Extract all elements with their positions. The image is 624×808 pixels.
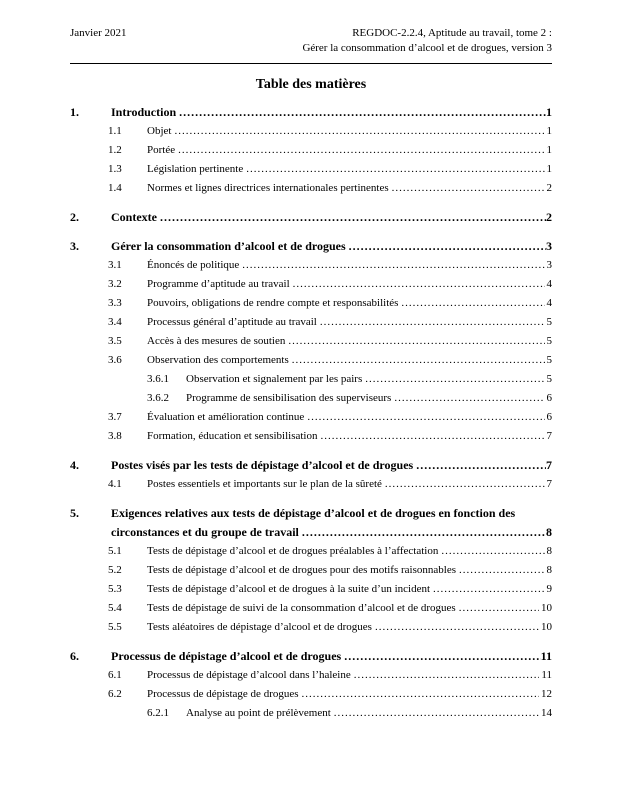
page-number: 7: [546, 458, 552, 472]
toc-entry-1.4[interactable]: [70, 179, 552, 198]
page-number: 7: [546, 430, 552, 442]
toc-entry-title: Évaluation et amélioration continue: [147, 411, 305, 423]
toc-entry-number: 3.7: [108, 411, 122, 423]
toc-entry-title: Programme de sensibilisation des superviseurs: [186, 392, 392, 404]
toc-entry-number: 2.: [70, 210, 79, 224]
toc-entry-number: 4.: [70, 458, 79, 472]
page-number: 8: [546, 564, 552, 576]
toc-entry-number: 5.5: [108, 621, 122, 633]
toc-entry-1.2[interactable]: [70, 141, 552, 160]
toc-entry-number: 3.1: [108, 259, 122, 271]
toc-entry-1[interactable]: [70, 103, 552, 122]
page-number: 5: [546, 373, 552, 385]
toc-entry-3.4[interactable]: [70, 313, 552, 332]
toc-entry-5.3[interactable]: [70, 580, 552, 599]
page-number: 5: [546, 316, 552, 328]
toc-entry-number: 6.: [70, 649, 79, 663]
dot-leader: [302, 685, 539, 704]
toc-entry-number: 3.6.1: [147, 373, 169, 385]
toc-entry-number: 1.: [70, 105, 79, 119]
toc-entry-3.8[interactable]: [70, 427, 552, 446]
toc-entry-title: Contexte: [111, 210, 157, 224]
toc-entry-4[interactable]: [70, 456, 552, 475]
page-number: 1: [546, 144, 552, 156]
toc-entry-number: 6.1: [108, 669, 122, 681]
toc-entry-5[interactable]: [70, 504, 552, 523]
dot-leader: [459, 561, 545, 580]
toc-entry-title: Énoncés de politique: [147, 259, 240, 271]
toc-entry-2[interactable]: [70, 208, 552, 227]
page-number: 4: [546, 278, 552, 290]
toc-entry-number: 3.8: [108, 430, 122, 442]
toc-entry-3.6.2[interactable]: [70, 389, 552, 408]
page-number: 10: [541, 621, 552, 633]
dot-leader: [292, 351, 545, 370]
dot-leader: [242, 256, 544, 275]
toc-entry-title: Analyse au point de prélèvement: [186, 707, 331, 719]
toc-entry-title: Portée: [147, 144, 176, 156]
dot-leader: [354, 666, 540, 685]
toc-entry-3.6.1[interactable]: [70, 370, 552, 389]
toc-entry-title: Processus de dépistage d’alcool et de drogues: [111, 649, 342, 663]
header-doc-reference: [302, 26, 552, 56]
toc-entry-number: 5.: [70, 506, 79, 520]
dot-leader: [246, 160, 544, 179]
page-number: 1: [546, 105, 552, 119]
toc-entry-number: 3.6: [108, 354, 122, 366]
page-number: 2: [546, 210, 552, 224]
toc-entry-5.4[interactable]: [70, 599, 552, 618]
dot-leader: [416, 456, 546, 475]
dot-leader: [293, 275, 545, 294]
toc-entry-number: 1.2: [108, 144, 122, 156]
toc-entry-3[interactable]: [70, 237, 552, 256]
page-number: 3: [546, 239, 552, 253]
toc-entry-number: 3.3: [108, 297, 122, 309]
toc-entry-title: Tests de dépistage de suivi de la consommation d’alcool et de drogues: [147, 602, 456, 614]
toc-entry-title: Postes essentiels et importants sur le plan de la sûreté: [147, 478, 382, 490]
toc-entry-number: 5.1: [108, 545, 122, 557]
toc-entry-title: Observation et signalement par les pairs: [186, 373, 363, 385]
toc-entry-3.5[interactable]: [70, 332, 552, 351]
toc-entry-3.6[interactable]: [70, 351, 552, 370]
page-number: 11: [541, 669, 552, 681]
page-number: 9: [546, 583, 552, 595]
page-number: 3: [546, 259, 552, 271]
dot-leader: [320, 427, 544, 446]
toc-entry-1.3[interactable]: [70, 160, 552, 179]
toc-entry-number: 3.6.2: [147, 392, 169, 404]
dot-leader: [385, 475, 545, 494]
toc-entry-3.3[interactable]: [70, 294, 552, 313]
toc-entry-title: Accès à des mesures de soutien: [147, 335, 286, 347]
toc-entry-number: 5.2: [108, 564, 122, 576]
toc-entry-title-line2: circonstances et du groupe de travail: [111, 525, 299, 539]
page-title: Table des matières: [255, 77, 367, 92]
header-doc-line2: Gérer la consommation d’alcool et de drogues, version 3: [302, 42, 552, 54]
header-date: Janvier 2021: [70, 27, 127, 39]
dot-leader: [365, 370, 544, 389]
page-number: 1: [546, 163, 552, 175]
toc-entry-title: Pouvoirs, obligations de rendre compte et responsabilités: [147, 297, 399, 309]
dot-leader: [459, 599, 539, 618]
toc-entry-title: Législation pertinente: [147, 163, 244, 175]
toc-entry-title: Exigences relatives aux tests de dépistage d’alcool et de drogues en fonction des: [111, 506, 516, 520]
toc-entry-5.5[interactable]: [70, 618, 552, 637]
toc-entry-title: Processus de dépistage d’alcool dans l’haleine: [147, 669, 351, 681]
toc-entry-title: Processus de dépistage de drogues: [147, 688, 299, 700]
dot-leader: [334, 704, 539, 723]
toc-entry-number: 1.1: [108, 125, 122, 137]
dot-leader: [160, 208, 546, 227]
page-number: 6: [546, 392, 552, 404]
page-number: 5: [546, 335, 552, 347]
toc-entry-title: Processus général d’aptitude au travail: [147, 316, 317, 328]
toc-entry-title: Tests de dépistage d’alcool et de drogues préalables à l’affectation: [147, 545, 439, 557]
toc-entry-5.1[interactable]: [70, 542, 552, 561]
header-doc-line1: REGDOC-2.2.4, Aptitude au travail, tome 2 :: [352, 27, 552, 39]
dot-leader: [394, 389, 544, 408]
toc-entry-5.2[interactable]: [70, 561, 552, 580]
page-number: 14: [541, 707, 552, 719]
toc-entry-number: 1.3: [108, 163, 122, 175]
page-number: 10: [541, 602, 552, 614]
toc-entry-4.1[interactable]: [70, 475, 552, 494]
dot-leader: [288, 332, 544, 351]
toc-entry-number: 3.2: [108, 278, 122, 290]
toc-entry-title: Postes visés par les tests de dépistage d’alcool et de drogues: [111, 458, 414, 472]
toc-entry-6.2[interactable]: [70, 685, 552, 704]
toc-entry-number: 6.2.1: [147, 707, 169, 719]
toc-entry-title: Objet: [147, 125, 172, 137]
page-number: 5: [546, 354, 552, 366]
toc-entry-title: Formation, éducation et sensibilisation: [147, 430, 318, 442]
dot-leader: [401, 294, 544, 313]
dot-leader: [441, 542, 544, 561]
toc-entry-6.2.1[interactable]: [70, 704, 552, 723]
toc-entry-title: Tests aléatoires de dépistage d’alcool et de drogues: [147, 621, 372, 633]
page-number: 4: [546, 297, 552, 309]
toc-entry-5-line2[interactable]: [70, 523, 552, 542]
page-number: 2: [546, 182, 552, 194]
toc-entry-number: 3.4: [108, 316, 122, 328]
dot-leader: [307, 408, 544, 427]
toc-entry-title: Observation des comportements: [147, 354, 289, 366]
toc-entry-number: 6.2: [108, 688, 122, 700]
toc-entry-number: 1.4: [108, 182, 122, 194]
page-number: 8: [546, 545, 552, 557]
dot-leader: [179, 103, 546, 122]
dot-leader: [433, 580, 544, 599]
dot-leader: [174, 122, 544, 141]
dot-leader: [320, 313, 545, 332]
dot-leader: [392, 179, 545, 198]
toc-entry-title: Introduction: [111, 105, 177, 119]
toc-entry-number: 4.1: [108, 478, 122, 490]
page-number: 7: [546, 478, 552, 490]
toc-entry-title: Tests de dépistage d’alcool et de drogues à la suite d’un incident: [147, 583, 431, 595]
page-number: 12: [541, 688, 552, 700]
toc-entry-title: Normes et lignes directrices internationales pertinentes: [147, 182, 389, 194]
toc-entry-title: Tests de dépistage d’alcool et de drogues pour des motifs raisonnables: [147, 564, 456, 576]
toc-entry-title: Gérer la consommation d’alcool et de drogues: [111, 239, 346, 253]
toc-entry-1.1[interactable]: [70, 122, 552, 141]
dot-leader: [349, 237, 546, 256]
toc-entry-title: Programme d’aptitude au travail: [147, 278, 290, 290]
toc-entry-number: 3.: [70, 239, 79, 253]
toc-entry-number: 5.3: [108, 583, 122, 595]
toc-entry-3.7[interactable]: [70, 408, 552, 427]
page-number: 11: [540, 649, 552, 663]
toc-entry-6[interactable]: [70, 647, 552, 666]
dot-leader: [178, 141, 544, 160]
page-number: 8: [546, 525, 552, 539]
toc-entry-3.1[interactable]: [70, 256, 552, 275]
toc: [70, 103, 552, 723]
dot-leader: [375, 618, 539, 637]
page-number: 1: [546, 125, 552, 137]
dot-leader: [344, 647, 540, 666]
toc-entry-number: 5.4: [108, 602, 122, 614]
page-number: 6: [546, 411, 552, 423]
toc-entry-3.2[interactable]: [70, 275, 552, 294]
toc-entry-number: 3.5: [108, 335, 122, 347]
dot-leader: [302, 523, 546, 542]
page-header: [70, 26, 552, 64]
toc-entry-6.1[interactable]: [70, 666, 552, 685]
